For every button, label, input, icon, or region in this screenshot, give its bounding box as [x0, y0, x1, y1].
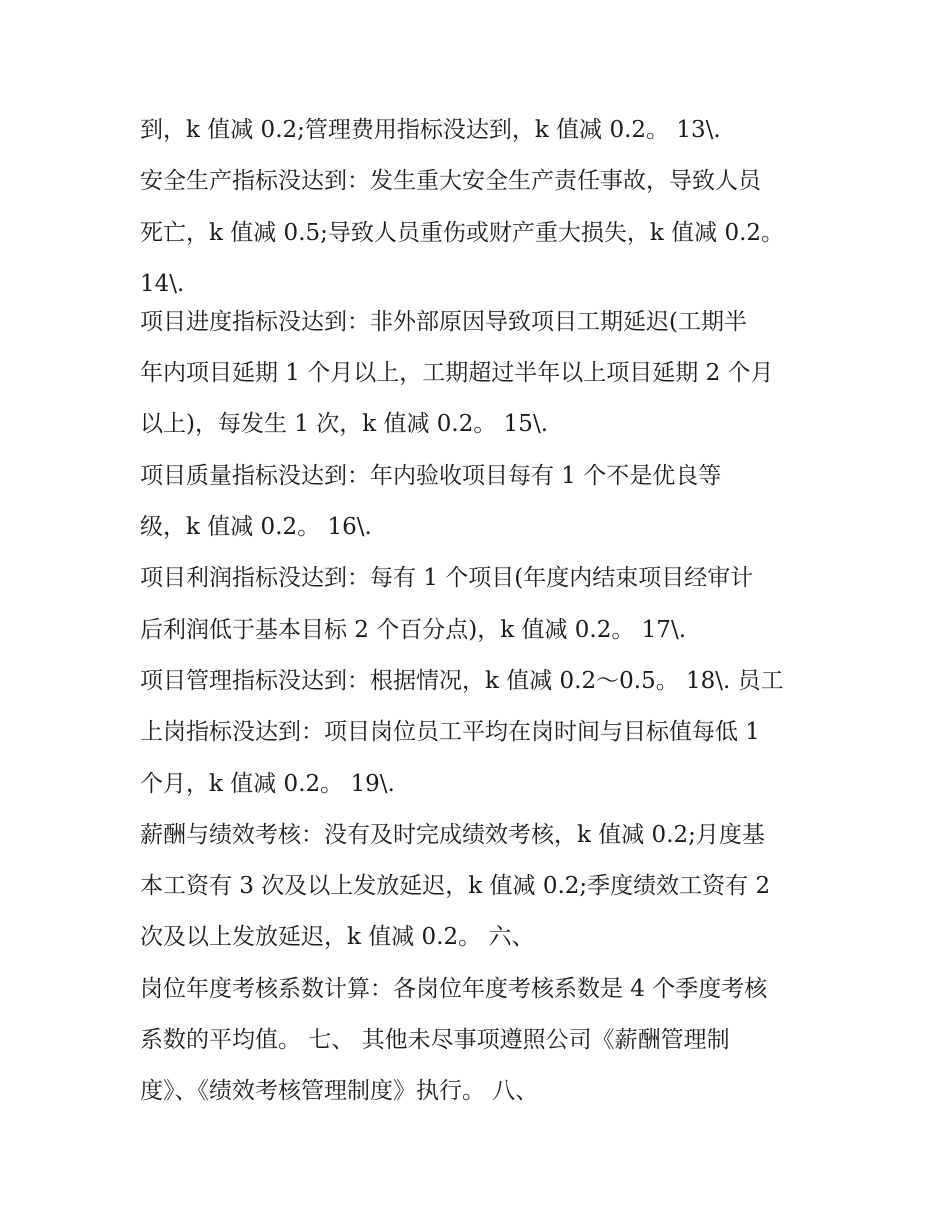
text-line: 年内项目延期 1 个月以上，工期超过半年以上项目延期 2 个月	[140, 360, 774, 387]
text-line: 项目利润指标没达到：每有 1 个项目(年度内结束项目经审计	[140, 565, 754, 592]
text-line: 岗位年度考核系数计算：各岗位年度考核系数是 4 个季度考核	[140, 975, 768, 1002]
text-line: 度》、《绩效考核管理制度》执行。 八、	[140, 1078, 539, 1105]
text-line: 项目质量指标没达到：年内验收项目每有 1 个不是优良等	[140, 462, 722, 489]
body-text	[140, 108, 840, 1121]
text-line: 级，k 值减 0.2。 16\.	[140, 514, 372, 541]
text-line: 以上)，每发生 1 次，k 值减 0.2。 15\.	[140, 411, 549, 438]
text-line: 上岗指标没达到：项目岗位员工平均在岗时间与目标值每低 1	[140, 719, 760, 746]
text-line: 项目进度指标没达到：非外部原因导致项目工期延迟(工期半	[140, 308, 747, 335]
text-line: 项目管理指标没达到：根据情况，k 值减 0.2～0.5。 18\. 员工	[140, 667, 784, 694]
text-line: 系数的平均值。 七、 其他未尽事项遵照公司《薪酬管理制	[140, 1027, 730, 1054]
text-line: 后利润低于基本目标 2 个百分点)，k 值减 0.2。 17\.	[140, 616, 687, 643]
text-line: 死亡，k 值减 0.5;导致人员重伤或财产重大损失，k 值减 0.2。	[140, 219, 785, 246]
text-line: 14\.	[140, 270, 185, 297]
text-line: 次及以上发放延迟，k 值减 0.2。 六、	[140, 924, 535, 951]
text-line: 本工资有 3 次及以上发放延迟，k 值减 0.2;季度绩效工资有 2	[140, 873, 771, 900]
text-line: 薪酬与绩效考核：没有及时完成绩效考核，k 值减 0.2;月度基	[140, 821, 765, 848]
text-line: 安全生产指标没达到：发生重大安全生产责任事故，导致人员	[140, 168, 761, 195]
text-line: 到，k 值减 0.2;管理费用指标没达到，k 值减 0.2。 13\.	[140, 117, 721, 143]
text-line: 个月，k 值减 0.2。 19\.	[140, 770, 395, 797]
